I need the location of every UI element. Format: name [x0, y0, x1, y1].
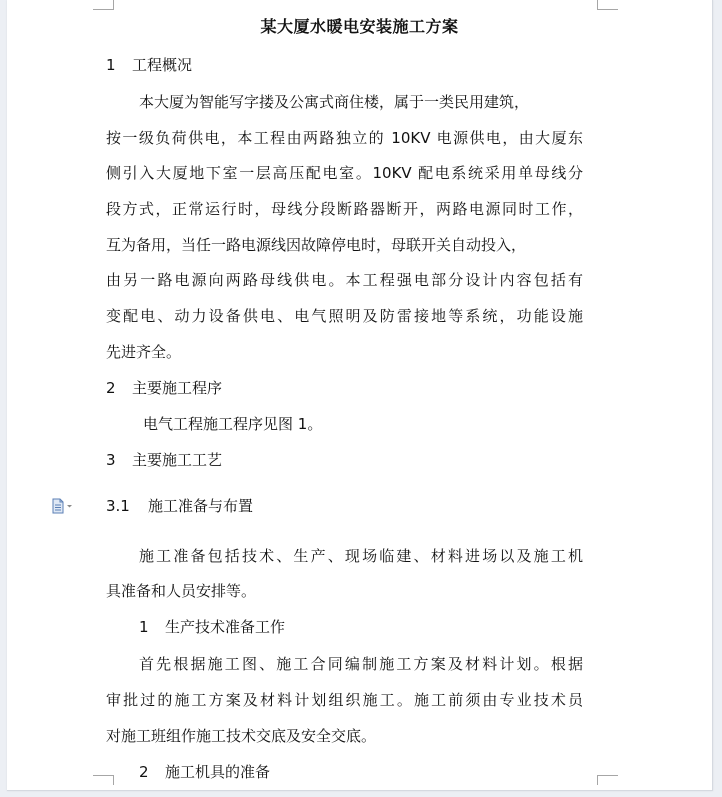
document-title: 某大厦水暖电安装施工方案 — [260, 17, 459, 36]
paragraph-line: 电气工程施工程序见图 1。 — [143, 415, 323, 433]
section-heading-text: 工程概况 — [132, 56, 193, 74]
section-heading — [106, 449, 222, 471]
list-item-heading-text: 施工机具的准备 — [165, 763, 271, 781]
crop-mark-bottom-left — [93, 775, 114, 785]
section-number: 2 — [106, 379, 116, 397]
paragraph-line: 审批过的施工方案及材料计划组织施工。施工前须由专业技术员 — [106, 691, 583, 709]
section-heading-text: 主要施工工艺 — [132, 451, 223, 469]
list-item-heading — [139, 616, 285, 638]
paragraph-line: 互为备用，当任一路电源线因故障停电时，母联开关自动投入， — [106, 236, 527, 254]
section-number: 1 — [106, 56, 116, 74]
section-heading — [106, 377, 222, 399]
paragraph-line: 本大厦为智能写字搂及公寓式商住楼，属于一类民用建筑， — [139, 93, 530, 111]
list-item-heading — [139, 761, 270, 783]
subsection-number: 3.1 — [106, 497, 130, 515]
paragraph-line: 首先根据施工图、施工合同编制施工方案及材料计划。根据 — [139, 655, 583, 673]
section-number: 3 — [106, 451, 116, 469]
paragraph-line: 先进齐全。 — [106, 343, 182, 361]
paragraph-options-marker[interactable] — [51, 498, 77, 514]
section-heading-text: 主要施工程序 — [132, 379, 223, 397]
paragraph-line: 对施工班组作施工技术交底及安全交底。 — [106, 727, 377, 745]
chevron-down-icon — [67, 505, 72, 508]
subsection-heading — [106, 495, 253, 517]
paragraph-line: 按一级负荷供电，本工程由两路独立的 10KV 电源供电，由大厦东 — [106, 129, 583, 147]
document-icon — [51, 498, 77, 514]
list-item-number: 1 — [139, 618, 149, 636]
paragraph-line: 施工准备包括技术、生产、现场临建、材料进场以及施工机 — [139, 547, 583, 565]
paragraph-line: 侧引入大厦地下室一层高压配电室。10KV 配电系统采用单母线分 — [106, 164, 583, 182]
paragraph-line: 由另一路电源向两路母线供电。本工程强电部分设计内容包括有 — [106, 271, 583, 289]
crop-mark-top-left — [93, 0, 114, 10]
document-page[interactable] — [7, 0, 713, 791]
paragraph-line: 变配电、动力设备供电、电气照明及防雷接地等系统，功能设施 — [106, 307, 583, 325]
list-item-number: 2 — [139, 763, 149, 781]
paragraph-line: 具准备和人员安排等。 — [106, 582, 257, 600]
list-item-heading-text: 生产技术准备工作 — [165, 618, 286, 636]
section-heading — [106, 54, 192, 76]
paragraph-line: 段方式，正常运行时，母线分段断路器断开，两路电源同时工作， — [106, 200, 583, 218]
subsection-heading-text: 施工准备与布置 — [148, 497, 254, 515]
crop-mark-top-right — [597, 0, 618, 10]
crop-mark-bottom-right — [597, 775, 618, 785]
